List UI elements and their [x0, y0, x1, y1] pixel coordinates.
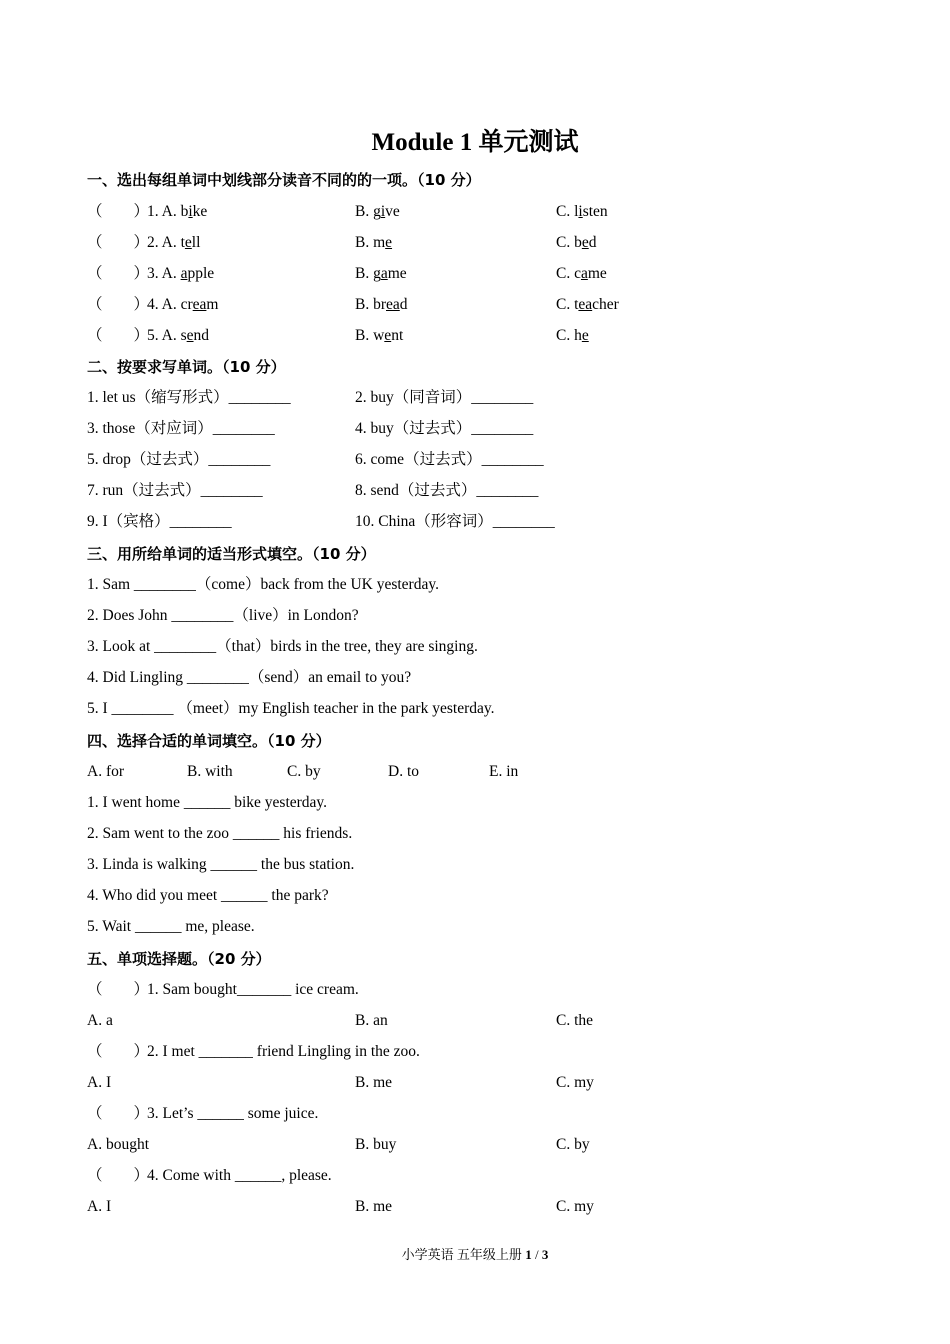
- option-text: nd: [193, 327, 210, 344]
- option-c: [556, 262, 607, 286]
- option-c: C. the: [556, 1012, 594, 1029]
- question-text: 3. Let’s ______ some juice.: [147, 1105, 319, 1122]
- question-number: 2.: [147, 234, 159, 251]
- word-form-item: 9. I（宾格）________: [87, 513, 232, 530]
- option-e: E. in: [489, 763, 519, 780]
- option-text: A. s: [161, 327, 187, 344]
- answer-blank[interactable]: （ ）: [87, 265, 150, 282]
- underlined-letters: e: [385, 234, 393, 251]
- underlined-letters: i: [188, 203, 193, 220]
- option-text: B. br: [355, 296, 386, 313]
- option-text: C. b: [556, 234, 582, 251]
- option-text: m: [206, 296, 219, 313]
- answer-blank[interactable]: （ ）: [87, 1043, 150, 1060]
- word-bank: [87, 760, 787, 784]
- option-d: D. to: [388, 763, 419, 780]
- underlined-letters: e: [581, 327, 589, 344]
- word-form-row: [87, 386, 847, 410]
- fill-blank-item: 3. Look at ________（that）birds in the tree, they are singing.: [87, 638, 478, 655]
- option-c: [556, 293, 619, 317]
- option-text: sten: [582, 203, 608, 220]
- choice-question: [87, 1040, 420, 1064]
- option-a: A. a: [87, 1012, 113, 1029]
- question-number: 5.: [147, 327, 159, 344]
- choice-options: [87, 1071, 847, 1095]
- option-text: d: [399, 296, 408, 313]
- fill-blank-item: 2. Sam went to the zoo ______ his friends.: [87, 825, 353, 842]
- word-form-item: 10. China（形容词）________: [355, 513, 555, 530]
- option-text: ke: [192, 203, 208, 220]
- answer-blank[interactable]: （ ）: [87, 234, 150, 251]
- underlined-letters: i: [578, 203, 583, 220]
- phonics-question-row: [87, 262, 847, 286]
- option-b: B. me: [355, 1198, 393, 1215]
- fill-blank-item: 5. I ________ （meet）my English teacher in the park yesterday.: [87, 700, 495, 717]
- word-form-row: [87, 448, 847, 472]
- fill-blank-item: 5. Wait ______ me, please.: [87, 918, 255, 935]
- word-form-row: [87, 479, 847, 503]
- option-text: C. c: [556, 265, 581, 282]
- word-form-row: [87, 417, 847, 441]
- page-number: 1: [525, 1247, 532, 1262]
- underlined-letters: a: [380, 265, 388, 282]
- option-b: B. buy: [355, 1136, 397, 1153]
- section-1-heading: 一、选出每组单词中划线部分读音不同的的一项。（10 分）: [87, 171, 481, 189]
- answer-blank[interactable]: （ ）: [87, 327, 150, 344]
- option-text: me: [587, 265, 607, 282]
- fill-blank-item: 3. Linda is walking ______ the bus station.: [87, 856, 355, 873]
- underlined-letters: e: [186, 327, 194, 344]
- choice-options: [87, 1009, 847, 1033]
- page-footer: [0, 1244, 950, 1263]
- option-c: C. by: [556, 1136, 590, 1153]
- answer-blank[interactable]: （ ）: [87, 981, 150, 998]
- option-text: A. t: [161, 234, 185, 251]
- option-text: ll: [191, 234, 201, 251]
- choice-options: [87, 1195, 847, 1219]
- fill-blank-item: 4. Who did you meet ______ the park?: [87, 887, 329, 904]
- option-b: B. me: [355, 1074, 393, 1091]
- question-number: 1.: [147, 203, 159, 220]
- underlined-letters: e: [384, 327, 392, 344]
- option-a: A. I: [87, 1074, 112, 1091]
- option-text: A.: [161, 265, 181, 282]
- option-text: cher: [592, 296, 619, 313]
- question-text: 4. Come with ______, please.: [147, 1167, 332, 1184]
- underlined-letters: a: [180, 265, 188, 282]
- option-text: B. g: [355, 265, 381, 282]
- question-number: 4.: [147, 296, 159, 313]
- answer-blank[interactable]: （ ）: [87, 1167, 150, 1184]
- word-form-row: [87, 510, 847, 534]
- option-b: [355, 262, 407, 286]
- fill-blank-item: 1. I went home ______ bike yesterday.: [87, 794, 328, 811]
- option-text: C. t: [556, 296, 579, 313]
- choice-question: [87, 978, 359, 1002]
- option-c: C. by: [287, 763, 321, 780]
- footer-text: 小学英语 五年级上册: [401, 1247, 526, 1262]
- underlined-letters: i: [380, 203, 386, 220]
- option-text: me: [387, 265, 407, 282]
- word-form-item: 3. those（对应词）________: [87, 420, 275, 437]
- word-form-item: 8. send（过去式）________: [355, 482, 539, 499]
- option-b: [355, 293, 408, 317]
- option-text: pple: [187, 265, 215, 282]
- option-b: [355, 324, 403, 348]
- phonics-question-row: [87, 200, 847, 224]
- word-form-item: 5. drop（过去式）________: [87, 451, 271, 468]
- option-c: [556, 231, 596, 255]
- page-title: Module 1 单元测试: [371, 129, 579, 156]
- word-form-item: 6. come（过去式）________: [355, 451, 544, 468]
- option-text: nt: [391, 327, 404, 344]
- option-text: B. g: [355, 203, 381, 220]
- option-a: A. I: [87, 1198, 112, 1215]
- section-4-heading: 四、选择合适的单词填空。（10 分）: [87, 732, 331, 750]
- option-a: A. bought: [87, 1136, 149, 1153]
- phonics-question-row: [87, 231, 847, 255]
- option-c: [556, 324, 589, 348]
- choice-question: [87, 1164, 332, 1188]
- option-c: [556, 200, 608, 224]
- option-text: C. h: [556, 327, 582, 344]
- fill-blank-item: 4. Did Lingling ________（send）an email to you?: [87, 669, 412, 686]
- page-total: 3: [541, 1247, 549, 1262]
- option-c: C. my: [556, 1198, 594, 1215]
- option-text: B. w: [355, 327, 385, 344]
- choice-options: [87, 1133, 847, 1157]
- phonics-question-row: [87, 293, 847, 317]
- underlined-letters: a: [580, 265, 588, 282]
- option-text: C. l: [556, 203, 579, 220]
- option-text: ve: [385, 203, 400, 220]
- section-2-heading: 二、按要求写单词。（10 分）: [87, 358, 286, 376]
- underlined-letters: e: [581, 234, 589, 251]
- fill-blank-item: 2. Does John ________（live）in London?: [87, 607, 359, 624]
- option-a: A. for: [87, 763, 125, 780]
- underlined-letters: e: [184, 234, 192, 251]
- word-form-item: 4. buy（过去式）________: [355, 420, 534, 437]
- underlined-letters: ea: [578, 296, 593, 313]
- answer-blank[interactable]: （ ）: [87, 296, 150, 313]
- phonics-question-row: [87, 324, 847, 348]
- option-text: B. m: [355, 234, 386, 251]
- question-text: 2. I met _______ friend Lingling in the zoo.: [147, 1043, 420, 1060]
- word-form-item: 2. buy（同音词）________: [355, 389, 534, 406]
- section-5-heading: 五、单项选择题。（20 分）: [87, 950, 271, 968]
- underlined-letters: ea: [192, 296, 207, 313]
- underlined-letters: ea: [386, 296, 400, 313]
- option-b: B. an: [355, 1012, 388, 1029]
- choice-question: [87, 1102, 318, 1126]
- question-number: 3.: [147, 265, 159, 282]
- answer-blank[interactable]: （ ）: [87, 203, 150, 220]
- word-form-item: 1. let us（缩写形式）________: [87, 389, 291, 406]
- option-b: [355, 231, 392, 255]
- fill-blank-item: 1. Sam ________（come）back from the UK yesterday.: [87, 576, 439, 593]
- question-text: 1. Sam bought_______ ice cream.: [147, 981, 359, 998]
- word-form-item: 7. run（过去式）________: [87, 482, 263, 499]
- option-c: C. my: [556, 1074, 594, 1091]
- option-text: A. cr: [161, 296, 193, 313]
- answer-blank[interactable]: （ ）: [87, 1105, 150, 1122]
- section-3-heading: 三、用所给单词的适当形式填空。（10 分）: [87, 545, 376, 563]
- option-text: A. b: [161, 203, 189, 220]
- page-separator: /: [531, 1247, 542, 1262]
- option-text: d: [588, 234, 597, 251]
- option-b: [355, 200, 400, 224]
- option-b: B. with: [187, 763, 233, 780]
